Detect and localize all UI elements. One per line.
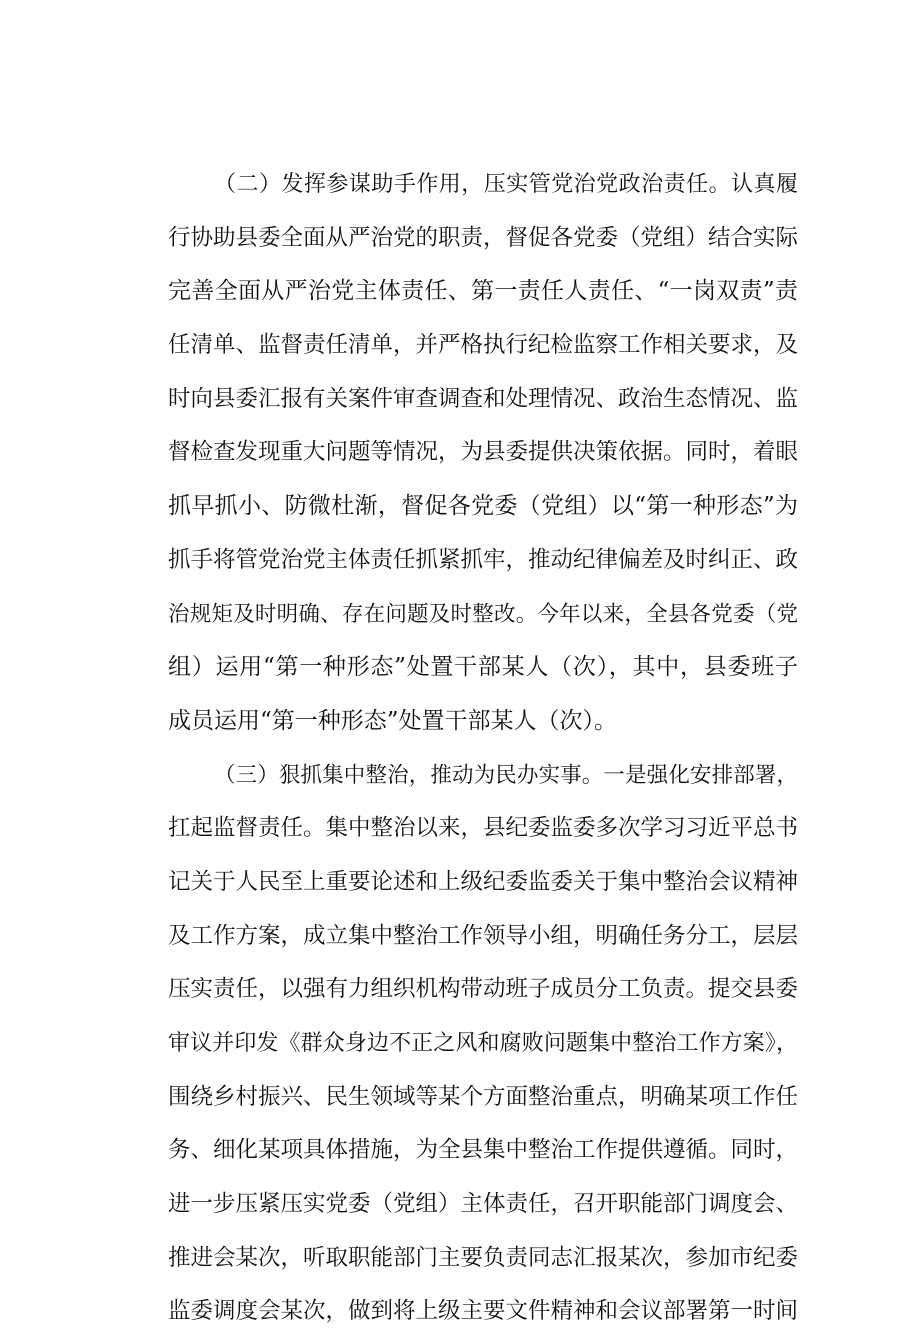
text-line: 及工作方案，成立集中整治工作领导小组，明确任务分工，层层 <box>168 922 799 949</box>
text-line: 抓手将管党治党主体责任抓紧抓牢，推动纪律偏差及时纠正、政 <box>168 546 799 573</box>
text-line: 成员运用“第一种形态”处置干部某人（次）。 <box>168 707 618 734</box>
text-line: 推进会某次，听取职能部门主要负责同志汇报某次，参加市纪委 <box>168 1244 799 1271</box>
text-line: 完善全面从严治党主体责任、第一责任人责任、“一岗双责”责 <box>168 278 798 305</box>
paragraph-3 <box>168 749 798 1339</box>
text-line: 治规矩及时明确、存在问题及时整改。今年以来，全县各党委（党 <box>168 601 798 627</box>
text-line: 记关于人民至上重要论述和上级纪委监委关于集中整治会议精神 <box>168 868 799 895</box>
text-line: 扛起监督责任。集中整治以来，县纪委监委多次学习习近平总书 <box>168 815 799 842</box>
text-line: 督检查发现重大问题等情况，为县委提供决策依据。同时，着眼 <box>168 439 799 466</box>
text-line: 压实责任，以强有力组织机构带动班子成员分工负责。提交县委 <box>168 976 799 1003</box>
text-line: 行协助县委全面从严治党的职责，督促各党委（党组）结合实际 <box>168 224 799 251</box>
document-body <box>168 158 798 1339</box>
paragraph-2 <box>168 158 798 749</box>
text-line: 监委调度会某次，做到将上级主要文件精神和会议部署第一时间 <box>168 1298 799 1325</box>
text-line: 任清单、监督责任清单，并严格执行纪检监察工作相关要求，及 <box>168 332 799 359</box>
text-line: 审议并印发《群众身边不正之风和腐败问题集中整治工作方案》， <box>168 1031 798 1056</box>
text-line: （三）狠抓集中整治，推动为民办实事。一是强化安排部署， <box>214 762 798 788</box>
text-line: 务、细化某项具体措施，为全县集中整治工作提供遵循。同时， <box>168 1137 799 1164</box>
text-line: 时向县委汇报有关案件审查调查和处理情况、政治生态情况、监 <box>168 385 799 412</box>
text-line: 抓早抓小、防微杜渐，督促各党委（党组）以“第一种形态”为 <box>168 493 798 520</box>
text-line: 组）运用“第一种形态”处置干部某人（次），其中，县委班子 <box>168 654 798 681</box>
text-line: 进一步压紧压实党委（党组）主体责任，召开职能部门调度会、 <box>168 1191 799 1218</box>
text-line: 围绕乡村振兴、民生领域等某个方面整治重点，明确某项工作任 <box>168 1083 799 1110</box>
text-line: （二）发挥参谋助手作用，压实管党治党政治责任。认真履 <box>214 172 798 197</box>
